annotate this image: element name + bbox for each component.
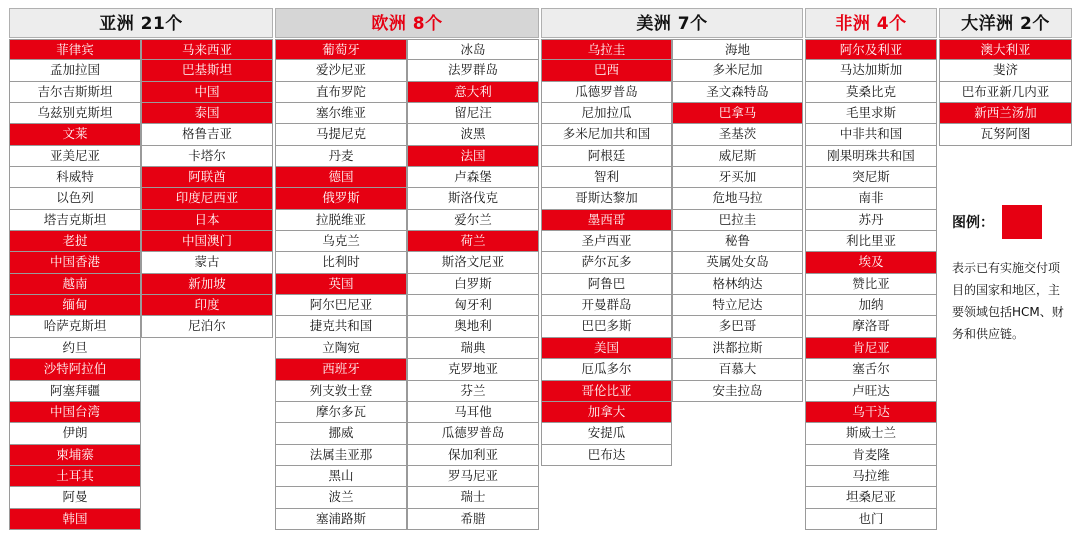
country-cell: 法国	[407, 146, 539, 167]
country-column	[939, 39, 1072, 146]
country-column	[275, 39, 407, 530]
country-cell: 安圭拉岛	[672, 381, 803, 402]
legend-swatch	[1002, 205, 1042, 239]
country-cell: 法罗群岛	[407, 60, 539, 81]
country-cell: 沙特阿拉伯	[9, 359, 141, 380]
country-cell: 爱沙尼亚	[275, 60, 407, 81]
country-cell: 挪威	[275, 423, 407, 444]
legend-title: 图例：	[952, 215, 994, 231]
country-cell: 尼泊尔	[141, 316, 273, 337]
country-cell: 美国	[541, 338, 672, 359]
country-cell: 阿根廷	[541, 146, 672, 167]
country-cell: 中非共和国	[805, 124, 937, 145]
country-column	[141, 39, 273, 530]
country-cell: 莫桑比克	[805, 82, 937, 103]
country-cell: 英国	[275, 274, 407, 295]
country-cell: 菲律宾	[9, 39, 141, 60]
country-cell: 厄瓜多尔	[541, 359, 672, 380]
country-cell: 柬埔寨	[9, 445, 141, 466]
region-title: 大洋洲 2个	[939, 8, 1072, 38]
country-cell: 威尼斯	[672, 146, 803, 167]
country-cell: 摩尔多瓦	[275, 402, 407, 423]
country-cell: 哈萨克斯坦	[9, 316, 141, 337]
country-cell: 英属处女岛	[672, 252, 803, 273]
country-cell: 科威特	[9, 167, 141, 188]
country-cell: 伊朗	[9, 423, 141, 444]
country-cell: 南非	[805, 188, 937, 209]
country-cell: 埃及	[805, 252, 937, 273]
legend-description: 表示已有实施交付项目的国家和地区，主要领域包括HCM、财务和供应链。	[952, 261, 1064, 341]
country-cell: 白罗斯	[407, 274, 539, 295]
country-cell: 圣文森特岛	[672, 82, 803, 103]
country-cell: 海地	[672, 39, 803, 60]
country-cell: 老挝	[9, 231, 141, 252]
region-oceania	[939, 8, 1072, 146]
country-cell: 卢旺达	[805, 381, 937, 402]
country-cell: 斯洛文尼亚	[407, 252, 539, 273]
country-cell: 阿尔巴尼亚	[275, 295, 407, 316]
country-cell: 萨尔瓦多	[541, 252, 672, 273]
country-cell: 圣基茨	[672, 124, 803, 145]
country-cell: 缅甸	[9, 295, 141, 316]
country-cell: 西班牙	[275, 359, 407, 380]
country-cell: 斯洛伐克	[407, 188, 539, 209]
country-cell: 百慕大	[672, 359, 803, 380]
country-cell: 巴拿马	[672, 103, 803, 124]
country-cell: 乌克兰	[275, 231, 407, 252]
country-cell: 中国澳门	[141, 231, 273, 252]
country-cell: 以色列	[9, 188, 141, 209]
country-cell: 荷兰	[407, 231, 539, 252]
country-cell: 阿塞拜疆	[9, 381, 141, 402]
country-cell: 塔吉克斯坦	[9, 210, 141, 231]
country-cell: 直布罗陀	[275, 82, 407, 103]
country-cell: 马耳他	[407, 402, 539, 423]
country-cell: 瓦努阿图	[939, 124, 1072, 145]
country-cell: 瓜德罗普岛	[541, 82, 672, 103]
country-cell: 牙买加	[672, 167, 803, 188]
country-cell: 阿尔及利亚	[805, 39, 937, 60]
country-column	[672, 39, 803, 466]
country-cell: 塞尔维亚	[275, 103, 407, 124]
country-cell: 阿鲁巴	[541, 274, 672, 295]
country-cell: 澳大利亚	[939, 39, 1072, 60]
country-cell: 奥地利	[407, 316, 539, 337]
country-cell: 突尼斯	[805, 167, 937, 188]
country-cell: 危地马拉	[672, 188, 803, 209]
country-cell: 比利时	[275, 252, 407, 273]
country-cell: 泰国	[141, 103, 273, 124]
country-cell: 马来西亚	[141, 39, 273, 60]
country-cell: 阿曼	[9, 487, 141, 508]
country-cell: 乌干达	[805, 402, 937, 423]
country-cell: 保加利亚	[407, 445, 539, 466]
country-cell: 韩国	[9, 509, 141, 530]
country-cell: 斐济	[939, 60, 1072, 81]
country-cell: 文莱	[9, 124, 141, 145]
country-cell: 蒙古	[141, 252, 273, 273]
country-cell: 越南	[9, 274, 141, 295]
country-cell: 多米尼加	[672, 60, 803, 81]
country-cell: 加纳	[805, 295, 937, 316]
country-cell: 冰岛	[407, 39, 539, 60]
region-title: 欧洲 8个	[275, 8, 539, 38]
country-cell: 留尼汪	[407, 103, 539, 124]
country-cell: 马达加斯加	[805, 60, 937, 81]
country-cell: 哥伦比亚	[541, 381, 672, 402]
country-cell: 约旦	[9, 338, 141, 359]
country-cell: 捷克共和国	[275, 316, 407, 337]
country-cell: 中国台湾	[9, 402, 141, 423]
country-cell: 巴布达	[541, 445, 672, 466]
country-cell: 肯尼亚	[805, 338, 937, 359]
country-cell: 意大利	[407, 82, 539, 103]
region-title: 非洲 4个	[805, 8, 937, 38]
country-column	[407, 39, 539, 530]
country-cell: 多米尼加共和国	[541, 124, 672, 145]
country-cell: 巴拉圭	[672, 210, 803, 231]
country-cell: 立陶宛	[275, 338, 407, 359]
country-cell: 巴布亚新几内亚	[939, 82, 1072, 103]
country-cell: 塞舌尔	[805, 359, 937, 380]
country-cell: 波兰	[275, 487, 407, 508]
country-cell: 日本	[141, 210, 273, 231]
country-cell: 巴基斯坦	[141, 60, 273, 81]
country-cell: 苏丹	[805, 210, 937, 231]
region-africa	[805, 8, 937, 530]
country-cell: 巴巴多斯	[541, 316, 672, 337]
country-cell: 安提瓜	[541, 423, 672, 444]
country-cell: 马拉维	[805, 466, 937, 487]
country-cell: 罗马尼亚	[407, 466, 539, 487]
country-cell: 印度	[141, 295, 273, 316]
country-cell: 爱尔兰	[407, 210, 539, 231]
country-cell: 尼加拉瓜	[541, 103, 672, 124]
country-cell: 瑞士	[407, 487, 539, 508]
country-column	[9, 39, 141, 530]
country-cell: 法属圭亚那	[275, 445, 407, 466]
country-cell: 赞比亚	[805, 274, 937, 295]
country-cell: 巴西	[541, 60, 672, 81]
country-cell: 秘鲁	[672, 231, 803, 252]
country-cell: 肯麦隆	[805, 445, 937, 466]
country-cell: 克罗地亚	[407, 359, 539, 380]
country-cell: 斯威士兰	[805, 423, 937, 444]
country-cell: 拉脱维亚	[275, 210, 407, 231]
country-cell: 智利	[541, 167, 672, 188]
country-cell: 中国香港	[9, 252, 141, 273]
country-cell: 葡萄牙	[275, 39, 407, 60]
country-cell: 墨西哥	[541, 210, 672, 231]
country-cell: 波黑	[407, 124, 539, 145]
country-cell: 瓜德罗普岛	[407, 423, 539, 444]
region-americas	[541, 8, 803, 466]
country-cell: 亚美尼亚	[9, 146, 141, 167]
country-cell: 俄罗斯	[275, 188, 407, 209]
country-cell: 瑞典	[407, 338, 539, 359]
country-cell: 丹麦	[275, 146, 407, 167]
country-column	[805, 39, 937, 530]
country-cell: 多巴哥	[672, 316, 803, 337]
country-cell: 塞浦路斯	[275, 509, 407, 530]
country-cell: 新加坡	[141, 274, 273, 295]
country-cell: 刚果明珠共和国	[805, 146, 937, 167]
country-cell: 德国	[275, 167, 407, 188]
region-europe	[275, 8, 539, 530]
country-cell: 黑山	[275, 466, 407, 487]
country-cell: 乌拉圭	[541, 39, 672, 60]
country-column	[541, 39, 672, 466]
legend	[952, 205, 1072, 345]
country-cell: 卢森堡	[407, 167, 539, 188]
country-cell: 毛里求斯	[805, 103, 937, 124]
country-cell: 洪都拉斯	[672, 338, 803, 359]
country-cell: 土耳其	[9, 466, 141, 487]
region-asia	[9, 8, 273, 530]
country-cell: 印度尼西亚	[141, 188, 273, 209]
country-cell: 摩洛哥	[805, 316, 937, 337]
region-title: 亚洲 21个	[9, 8, 273, 38]
country-cell: 加拿大	[541, 402, 672, 423]
country-cell: 马提尼克	[275, 124, 407, 145]
country-cell: 哥斯达黎加	[541, 188, 672, 209]
country-cell: 吉尔吉斯斯坦	[9, 82, 141, 103]
country-cell: 列支敦士登	[275, 381, 407, 402]
country-cell: 芬兰	[407, 381, 539, 402]
country-cell: 阿联酋	[141, 167, 273, 188]
country-cell: 希腊	[407, 509, 539, 530]
country-cell: 圣卢西亚	[541, 231, 672, 252]
country-cell: 格林纳达	[672, 274, 803, 295]
country-cell: 新西兰汤加	[939, 103, 1072, 124]
country-cell: 也门	[805, 509, 937, 530]
country-cell: 格鲁吉亚	[141, 124, 273, 145]
country-cell: 孟加拉国	[9, 60, 141, 81]
country-cell: 匈牙利	[407, 295, 539, 316]
country-cell: 利比里亚	[805, 231, 937, 252]
country-cell: 特立尼达	[672, 295, 803, 316]
country-cell: 卡塔尔	[141, 146, 273, 167]
country-cell: 开曼群岛	[541, 295, 672, 316]
country-cell: 坦桑尼亚	[805, 487, 937, 508]
region-title: 美洲 7个	[541, 8, 803, 38]
country-cell: 乌兹别克斯坦	[9, 103, 141, 124]
country-cell: 中国	[141, 82, 273, 103]
